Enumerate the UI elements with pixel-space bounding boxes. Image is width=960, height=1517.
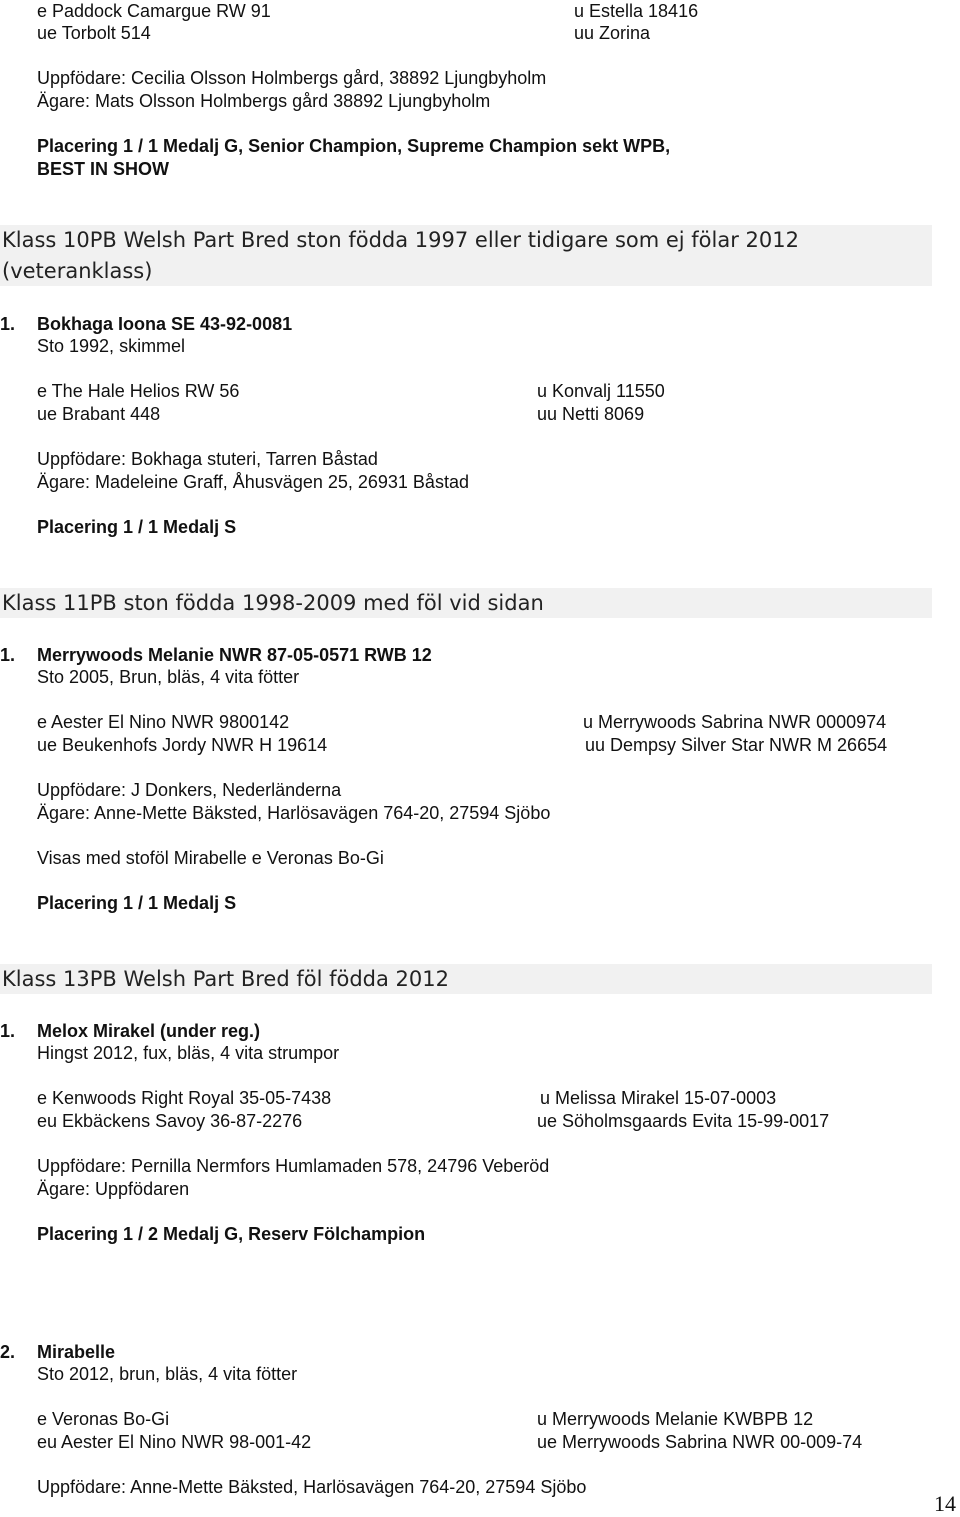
class-13-entry-2-breeder: Uppfödare: Anne-Mette Bäksted, Harlösavägen 764-20, 27594 Sjöbo bbox=[37, 1477, 587, 1497]
class-10-entry-owner: Ägare: Madeleine Graff, Åhusvägen 25, 26931 Båstad bbox=[37, 472, 469, 492]
top-sire-dam: ue Torbolt 514 bbox=[37, 23, 151, 43]
top-placing-line-1: Placering 1 / 1 Medalj G, Senior Champion, Supreme Champion sekt WPB, bbox=[37, 136, 671, 156]
class-13-entry-1-dam-dam: ue Söholmsgaards Evita 15-99-0017 bbox=[537, 1111, 830, 1131]
class-11-entry-dam-dam: uu Dempsy Silver Star NWR M 26654 bbox=[585, 735, 888, 755]
top-dam-dam: uu Zorina bbox=[574, 23, 651, 43]
class-13-entry-1-placing: Placering 1 / 2 Medalj G, Reserv Fölchampion bbox=[37, 1224, 426, 1244]
class-11-entry-desc: Sto 2005, Brun, bläs, 4 vita fötter bbox=[37, 667, 300, 687]
class-11-entry-sire: e Aester El Nino NWR 9800142 bbox=[37, 712, 290, 732]
class-11-entry-owner: Ägare: Anne-Mette Bäksted, Harlösavägen 764-20, 27594 Sjöbo bbox=[37, 803, 551, 823]
class-13-entry-2-dam: u Merrywoods Melanie KWBPB 12 bbox=[537, 1409, 814, 1429]
class-13-entry-1-sire-dam: eu Ekbäckens Savoy 36-87-2276 bbox=[37, 1111, 303, 1131]
class-10-entry-sire-dam: ue Brabant 448 bbox=[37, 404, 161, 424]
class-13-entry-2-sire: e Veronas Bo-Gi bbox=[37, 1409, 170, 1429]
top-sire: e Paddock Camargue RW 91 bbox=[37, 1, 271, 21]
class-10-entry-sire: e The Hale Helios RW 56 bbox=[37, 381, 240, 401]
class-13-entry-1-name: Melox Mirakel (under reg.) bbox=[37, 1021, 261, 1041]
class-10-entry-name: Bokhaga Ioona SE 43-92-0081 bbox=[37, 314, 293, 334]
class-13-header-text: Klass 13PB Welsh Part Bred föl födda 2012 bbox=[2, 967, 449, 991]
class-10-entry-breeder: Uppfödare: Bokhaga stuteri, Tarren Båstad bbox=[37, 449, 378, 469]
class-13-entry-2-name: Mirabelle bbox=[37, 1342, 116, 1362]
class-13-entry-1-sire: e Kenwoods Right Royal 35-05-7438 bbox=[37, 1088, 332, 1108]
class-10-entry-desc: Sto 1992, skimmel bbox=[37, 336, 186, 356]
class-13-entry-1-owner: Ägare: Uppfödaren bbox=[37, 1179, 190, 1199]
class-10-entry-dam-dam: uu Netti 8069 bbox=[537, 404, 645, 424]
class-11-header bbox=[0, 588, 932, 618]
class-13-entry-2-number: 2. bbox=[0, 1342, 16, 1362]
class-11-entry-dam: u Merrywoods Sabrina NWR 0000974 bbox=[583, 712, 887, 732]
class-11-entry-note: Visas med stoföl Mirabelle e Veronas Bo-Gi bbox=[37, 848, 384, 868]
class-11-entry-sire-dam: ue Beukenhofs Jordy NWR H 19614 bbox=[37, 735, 328, 755]
class-11-entry-number: 1. bbox=[0, 645, 16, 665]
class-13-entry-1-breeder: Uppfödare: Pernilla Nermfors Humlamaden 578, 24796 Veberöd bbox=[37, 1156, 550, 1176]
class-13-entry-2-dam-dam: ue Merrywoods Sabrina NWR 00-009-74 bbox=[537, 1432, 863, 1452]
class-11-entry-name: Merrywoods Melanie NWR 87-05-0571 RWB 12 bbox=[37, 645, 432, 665]
class-11-header-text: Klass 11PB ston födda 1998-2009 med föl vid sidan bbox=[2, 591, 544, 615]
class-10-entry-dam: u Konvalj 11550 bbox=[537, 381, 665, 401]
class-13-entry-1-desc: Hingst 2012, fux, bläs, 4 vita strumpor bbox=[37, 1043, 340, 1063]
class-10-entry-placing: Placering 1 / 1 Medalj S bbox=[37, 517, 237, 537]
class-13-entry-2-sire-dam: eu Aester El Nino NWR 98-001-42 bbox=[37, 1432, 312, 1452]
page-number: 14 bbox=[934, 1491, 956, 1516]
class-13-entry-1-number: 1. bbox=[0, 1021, 16, 1041]
class-10-entry-number: 1. bbox=[0, 314, 16, 334]
class-13-entry-1-dam: u Melissa Mirakel 15-07-0003 bbox=[540, 1088, 777, 1108]
class-13-header bbox=[0, 964, 932, 994]
class-11-entry-breeder: Uppfödare: J Donkers, Nederländerna bbox=[37, 780, 342, 800]
class-10-header-line-2: (veteranklass) bbox=[2, 259, 153, 283]
top-placing-line-2: BEST IN SHOW bbox=[37, 159, 170, 179]
class-11-entry-placing: Placering 1 / 1 Medalj S bbox=[37, 893, 237, 913]
class-13-entry-2-desc: Sto 2012, brun, bläs, 4 vita fötter bbox=[37, 1364, 298, 1384]
top-dam: u Estella 18416 bbox=[574, 1, 699, 21]
class-10-header-line-1: Klass 10PB Welsh Part Bred ston födda 1997 eller tidigare som ej fölar 2012 bbox=[2, 228, 799, 252]
top-breeder: Uppfödare: Cecilia Olsson Holmbergs gård, 38892 Ljungbyholm bbox=[37, 68, 547, 88]
top-owner: Ägare: Mats Olsson Holmbergs gård 38892 Ljungbyholm bbox=[37, 91, 491, 111]
class-10-header bbox=[0, 225, 932, 286]
